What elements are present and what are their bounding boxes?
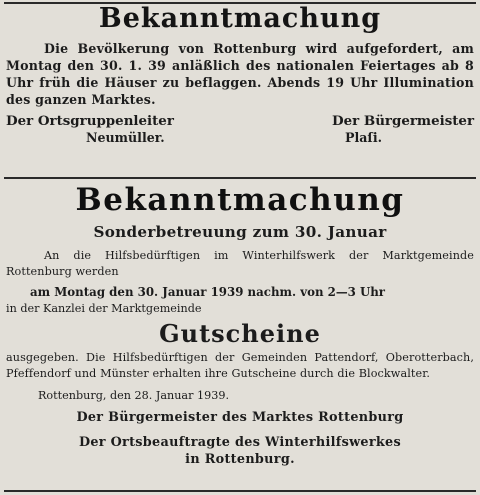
signature-left-title: Der Ortsgruppenleiter xyxy=(6,113,174,129)
signer-mayor: Der Bürgermeister des Marktes Rottenburg xyxy=(76,410,404,425)
announcement-2-intro xyxy=(6,248,474,280)
bottom-rule xyxy=(4,490,476,492)
distribution-date: am Montag den 30. Januar 1939 nachm. von 2—3 Uhr xyxy=(30,285,386,299)
signer-whw-line2: in Rottenburg. xyxy=(185,452,295,467)
signature-right-name: Plaſi. xyxy=(344,130,382,145)
announcement-2-subtitle: Sonderbetreuung zum 30. Januar xyxy=(93,223,387,241)
announcement-1-title: Bekanntmachung xyxy=(98,3,382,34)
signature-left-name: Neumüller. xyxy=(86,130,165,145)
vouchers-details: ausgegeben. Die Hilfsbedürftigen der Gemeinden Pattendorf, Oberotterbach, Pfeffendorf und Münster erhalten ihre Gutscheine durch die Blockwalter. xyxy=(6,351,474,380)
vouchers-heading: Gutscheine xyxy=(159,319,321,348)
announcement-2-title: Bekanntmachung xyxy=(75,182,405,218)
signature-names xyxy=(6,130,474,146)
distribution-place: in der Kanzlei der Marktgemeinde xyxy=(6,302,202,315)
divider-rule xyxy=(4,177,476,179)
signature-right-title: Der Bürgermeister xyxy=(332,113,474,129)
signer-whw-line1: Der Ortsbeauftragte des Winterhilfswerkes xyxy=(78,435,402,450)
intro-text: An die Hilfsbedürftigen im Winterhilfswerk der Marktgemeinde Rottenburg werden xyxy=(6,249,474,278)
place-dateline: Rottenburg, den 28. Januar 1939. xyxy=(38,389,230,402)
signature-titles xyxy=(6,113,474,130)
announcement-1-body xyxy=(6,40,474,108)
announcement-1-text: Die Bevölkerung von Rottenburg wird aufgefordert, am Montag den 30. 1. 39 anläßlich des nationalen Feiertages ab 8 Uhr früh die Häuser zu beflaggen. Abends 19 Uhr Illumination des ganzen Marktes. xyxy=(6,41,474,107)
announcement-2 xyxy=(6,182,474,468)
announcement-1 xyxy=(6,4,474,146)
